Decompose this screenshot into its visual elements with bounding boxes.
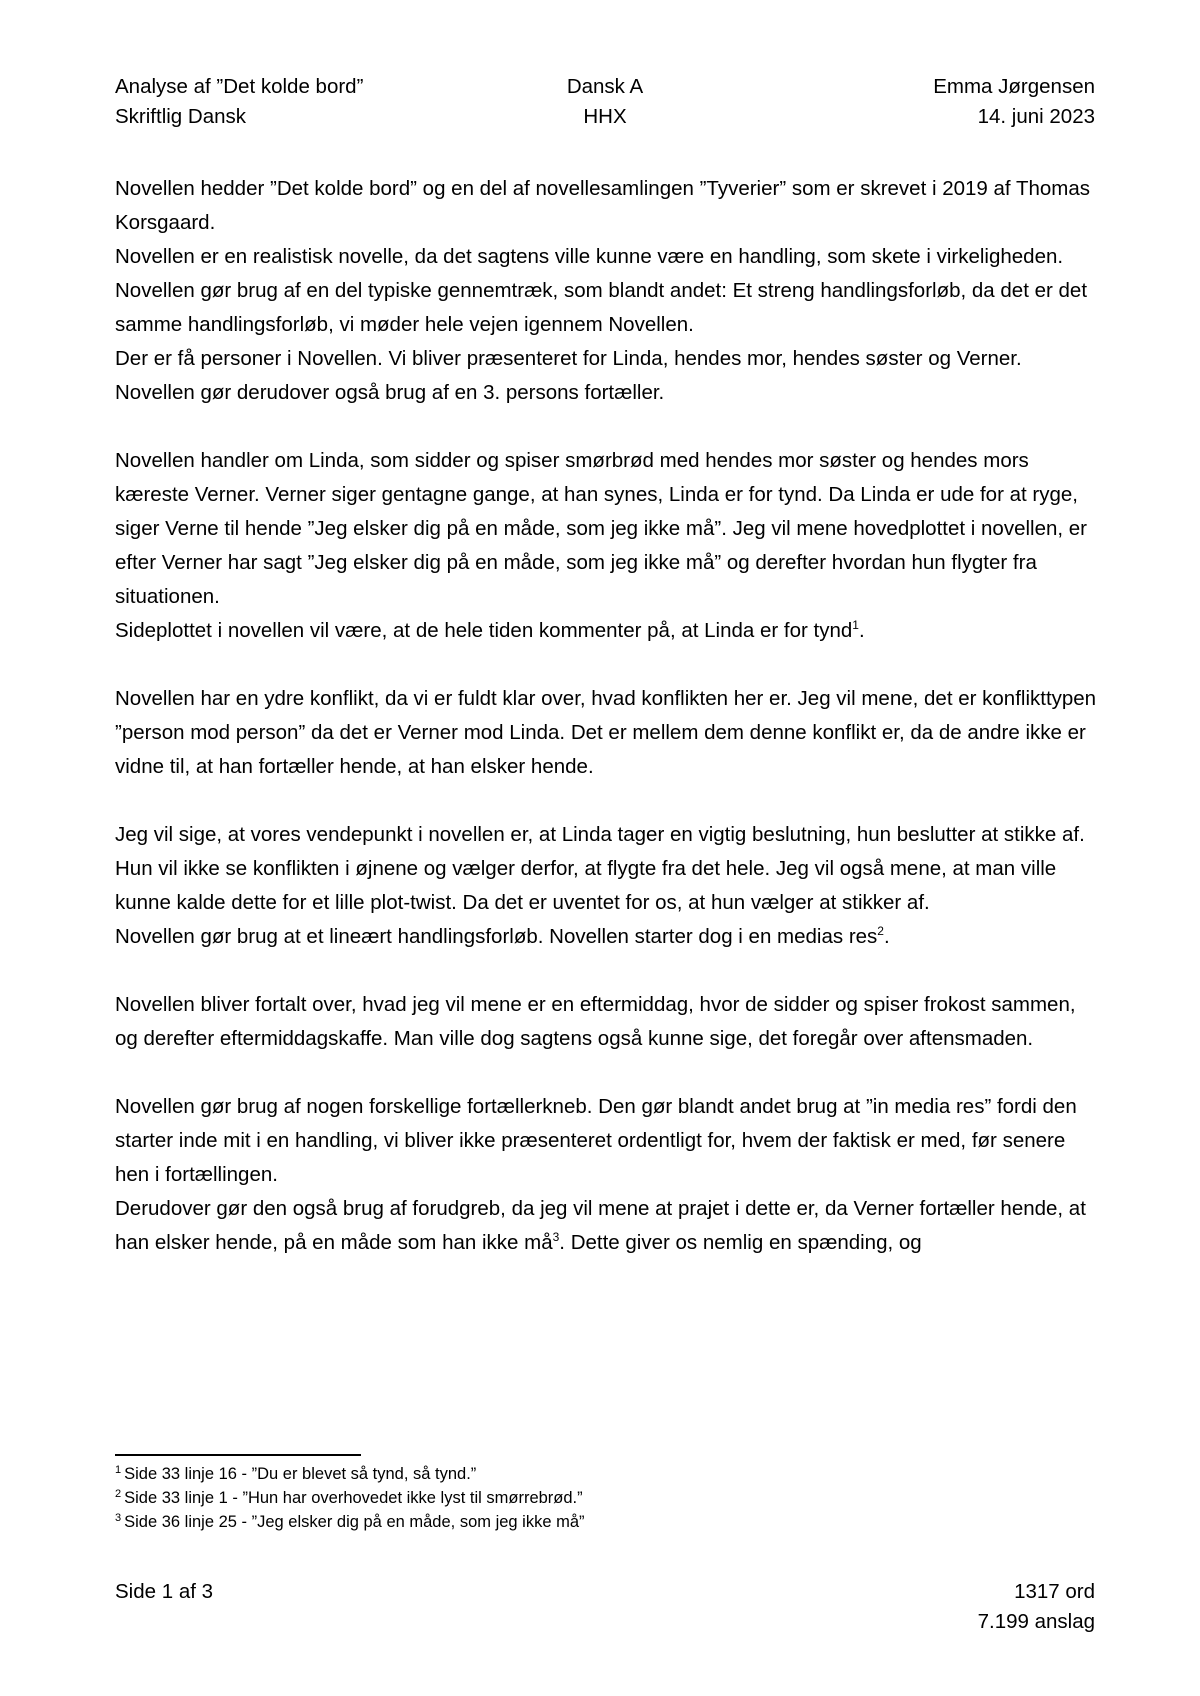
footnote-number: 3: [115, 1511, 122, 1524]
footnote-1: [115, 1462, 1100, 1486]
paragraph-gap: [115, 410, 1100, 444]
subplot-end: .: [858, 619, 865, 642]
paragraph-conflict: Novellen har en ydre konflikt, da vi er fuldt klar over, hvad konflikten her er. Jeg vil mene, det er konflikttypen ”person mod person” da det er Verner mod Linda. Det er mellem dem denne konflikt er, da de andre ikke er vidne til, at han fortæller hende, at han elsker hende.: [115, 687, 1097, 778]
page-footer: [115, 1577, 1095, 1637]
paragraph-intro: Novellen hedder ”Det kolde bord” og en del af novellesamlingen ”Tyverier” som er skrevet i 2019 af Thomas Korsgaard.: [115, 177, 1091, 234]
footnote-number: 1: [115, 1463, 122, 1476]
footnote-3: [115, 1510, 1100, 1534]
paragraph-foreshadowing: [115, 1192, 1100, 1260]
paragraph-characters: Der er få personer i Novellen. Vi bliver præsenteret for Linda, hendes mor, hendes søster og Verner.: [115, 347, 1022, 370]
footnotes: [115, 1462, 1100, 1534]
footnote-text: Side 33 linje 1 - ”Hun har overhovedet ikke lyst til smørrebrød.”: [124, 1489, 583, 1507]
header-author: Emma Jørgensen: [933, 75, 1095, 98]
footnote-separator: [115, 1454, 361, 1456]
footnote-ref-3[interactable]: 3: [552, 1230, 560, 1245]
character-count: 7.199 anslag: [977, 1610, 1095, 1633]
paragraph-genre: Novellen er en realistisk novelle, da det sagtens ville kunne være en handling, som skete i virkeligheden.: [115, 245, 1064, 268]
paragraph-narrator: Novellen gør derudover også brug af en 3. persons fortæller.: [115, 381, 665, 404]
paragraph-traits: Novellen gør brug af en del typiske gennemtræk, som blandt andet: Et streng handlingsforløb, da det er det samme handlingsforløb, vi møder hele vejen igennem Novellen.: [115, 279, 1088, 336]
header-row-2: [115, 102, 1095, 132]
header-row-1: [115, 72, 1095, 102]
header-title: Analyse af ”Det kolde bord”: [115, 75, 364, 98]
paragraph-techniques: Novellen gør brug af nogen forskellige fortællerkneb. Den gør blandt andet brug at ”in media res” fordi den starter inde mit i en handling, vi bliver ikke præsenteret ordentligt for, hvem der faktisk er med, før senere hen i fortællingen.: [115, 1095, 1077, 1186]
structure-text: Novellen gør brug at et lineært handlingsforløb. Novellen starter dog i en medias res: [115, 925, 878, 948]
paragraph-turning-point: Jeg vil sige, at vores vendepunkt i novellen er, at Linda tager en vigtig beslutning, hun beslutter at stikke af. Hun vil ikke se konflikten i øjnene og vælger derfor, at flygte fra det hele. Jeg vil også mene, at man ville kunne kalde dette for et lille plot-twist. Da det er uventet for os, at hun vælger at stikker af.: [115, 823, 1085, 914]
essay-body: [115, 172, 1100, 1260]
paragraph-gap: [115, 648, 1100, 682]
header-date: 14. juni 2023: [977, 105, 1095, 128]
foreshadowing-end: . Dette giver os nemlig en spænding, og: [559, 1231, 922, 1254]
foreshadowing-text: Derudover gør den også brug af forudgreb, da jeg vil mene at prajet i dette er, da Verner fortæller hende, at han elsker hende, på en måde som han ikke må: [115, 1197, 1086, 1254]
subplot-text: Sideplottet i novellen vil være, at de hele tiden kommenter på, at Linda er for tynd: [115, 619, 853, 642]
paragraph-gap: [115, 784, 1100, 818]
footnote-ref-1[interactable]: 1: [852, 618, 859, 633]
paragraph-gap: [115, 1056, 1100, 1090]
page-header: [115, 72, 1095, 132]
footnote-text: Side 33 linje 16 - ”Du er blevet så tynd, så tynd.”: [124, 1465, 477, 1483]
header-subject: Dansk A: [566, 75, 644, 98]
footer-row-2: [115, 1607, 1095, 1637]
header-program: HHX: [583, 105, 627, 128]
footer-row-1: [115, 1577, 1095, 1607]
footnote-ref-2[interactable]: 2: [877, 924, 884, 939]
paragraph-subplot: [115, 614, 1100, 648]
structure-end: .: [883, 925, 890, 948]
footnote-text: Side 36 linje 25 - ”Jeg elsker dig på en måde, som jeg ikke må”: [124, 1513, 585, 1531]
paragraph-structure: [115, 920, 1100, 954]
page-number: Side 1 af 3: [115, 1580, 214, 1603]
paragraph-plot: Novellen handler om Linda, som sidder og spiser smørbrød med hendes mor søster og hendes mors kæreste Verner. Verner siger gentagne gange, at han synes, Linda er for tynd. Da Linda er ude for at ryge, siger Verne til hende ”Jeg elsker dig på en måde, som jeg ikke må”. Jeg vil mene hovedplottet i novellen, er efter Verner har sagt ”Jeg elsker dig på en måde, som jeg ikke må” og derefter hvordan hun flygter fra situationen.: [115, 449, 1087, 608]
word-count: 1317 ord: [1014, 1580, 1095, 1603]
paragraph-time: Novellen bliver fortalt over, hvad jeg vil mene er en eftermiddag, hvor de sidder og spiser frokost sammen, og derefter eftermiddagskaffe. Man ville dog sagtens også kunne sige, det foregår over aftensmaden.: [115, 993, 1076, 1050]
footnote-number: 2: [115, 1487, 122, 1500]
footnote-2: [115, 1486, 1100, 1510]
paragraph-gap: [115, 954, 1100, 988]
header-course: Skriftlig Dansk: [115, 105, 247, 128]
